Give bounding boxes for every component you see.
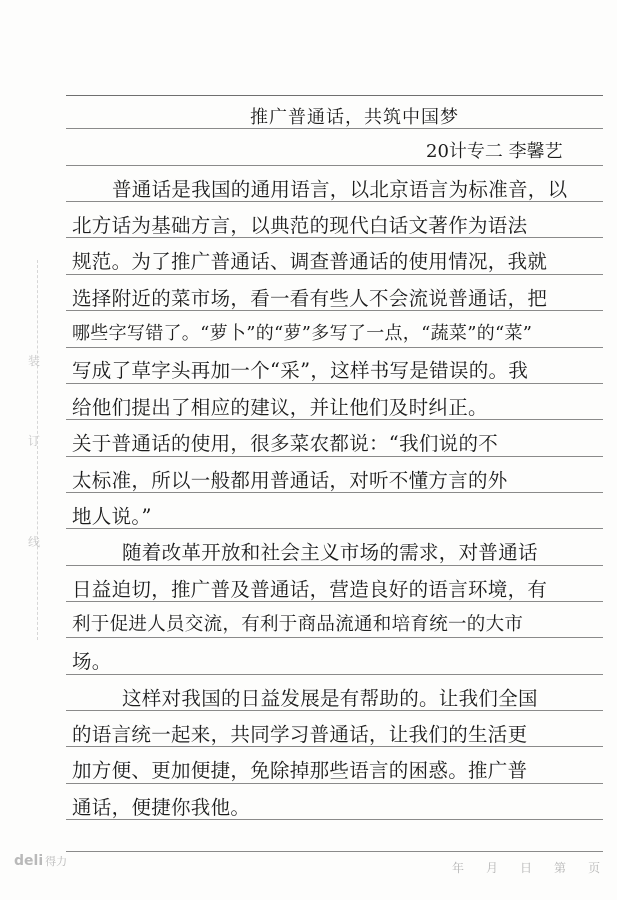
text-line: 随着改革开放和社会主义市场的需求，对普通话 xyxy=(122,541,538,564)
text-line: 利于促进人员交流，有利于商品流通和培育统一的大市 xyxy=(72,614,524,635)
text-line: 地人说。” xyxy=(72,505,152,528)
ruled-line xyxy=(66,383,603,384)
essay-title: 推广普通话，共筑中国梦 xyxy=(250,107,459,128)
binding-mark-2: 订 xyxy=(28,434,41,448)
brand-logo xyxy=(14,853,67,869)
ruled-line xyxy=(66,165,603,166)
ruled-line xyxy=(66,565,603,566)
text-line: 日益迫切，推广普及普通话，营造良好的语言环境，有 xyxy=(72,578,548,601)
day-label: 日 xyxy=(520,861,533,875)
year-label: 年 xyxy=(452,861,465,875)
ruled-line xyxy=(66,274,603,275)
ruled-line xyxy=(66,851,603,852)
ruled-line xyxy=(66,637,603,638)
ruled-line xyxy=(66,674,603,675)
brand-subtitle: 得力 xyxy=(45,855,68,868)
text-line: 这样对我国的日益发展是有帮助的。让我们全国 xyxy=(122,687,538,710)
text-line: 写成了草字头再加一个“采”，这样书写是错误的。我 xyxy=(72,359,529,382)
binding-margin xyxy=(20,0,60,900)
essay-author: 20计专二 李馨艺 xyxy=(426,141,563,162)
brand-name: deli xyxy=(14,853,44,869)
binding-dashed-line xyxy=(37,260,38,640)
ruled-line xyxy=(66,456,603,457)
binding-mark-3: 线 xyxy=(28,535,41,549)
text-line: 给他们提出了相应的建议，并让他们及时纠正。 xyxy=(72,396,488,419)
date-page-field xyxy=(452,859,600,876)
text-line: 北方话为基础方言，以典范的现代白话文著作为语法 xyxy=(72,214,528,237)
text-line: 通话，便捷你我他。 xyxy=(72,796,251,819)
text-line: 的语言统一起来，共同学习普通话，让我们的生活更 xyxy=(72,723,528,746)
text-line: 规范。为了推广普通话、调查普通话的使用情况，我就 xyxy=(72,250,548,273)
ruled-line xyxy=(66,347,603,348)
page-prefix-label: 第 xyxy=(554,861,567,875)
text-line: 选择附近的菜市场，看一看有些人不会流说普通话，把 xyxy=(72,287,548,310)
text-line: 普通话是我国的通用语言，以北京语言为标准音，以 xyxy=(112,178,568,201)
text-line: 太标准，所以一般都用普通话，对听不懂方言的外 xyxy=(72,469,508,492)
ruled-line xyxy=(66,95,603,96)
binding-mark-1: 装 xyxy=(28,354,41,368)
text-line: 加方便、更加便捷，免除掉那些语言的困惑。推广普 xyxy=(72,759,528,782)
month-label: 月 xyxy=(486,861,499,875)
text-line: 场。 xyxy=(72,650,112,673)
text-line: 关于普通话的使用，很多菜农都说：“我们说的不 xyxy=(72,432,499,455)
page-suffix-label: 页 xyxy=(588,861,601,875)
ruled-line xyxy=(66,783,603,784)
text-line: 哪些字写错了。“萝卜”的“萝”多写了一点，“蔬菜”的“菜” xyxy=(72,323,533,344)
